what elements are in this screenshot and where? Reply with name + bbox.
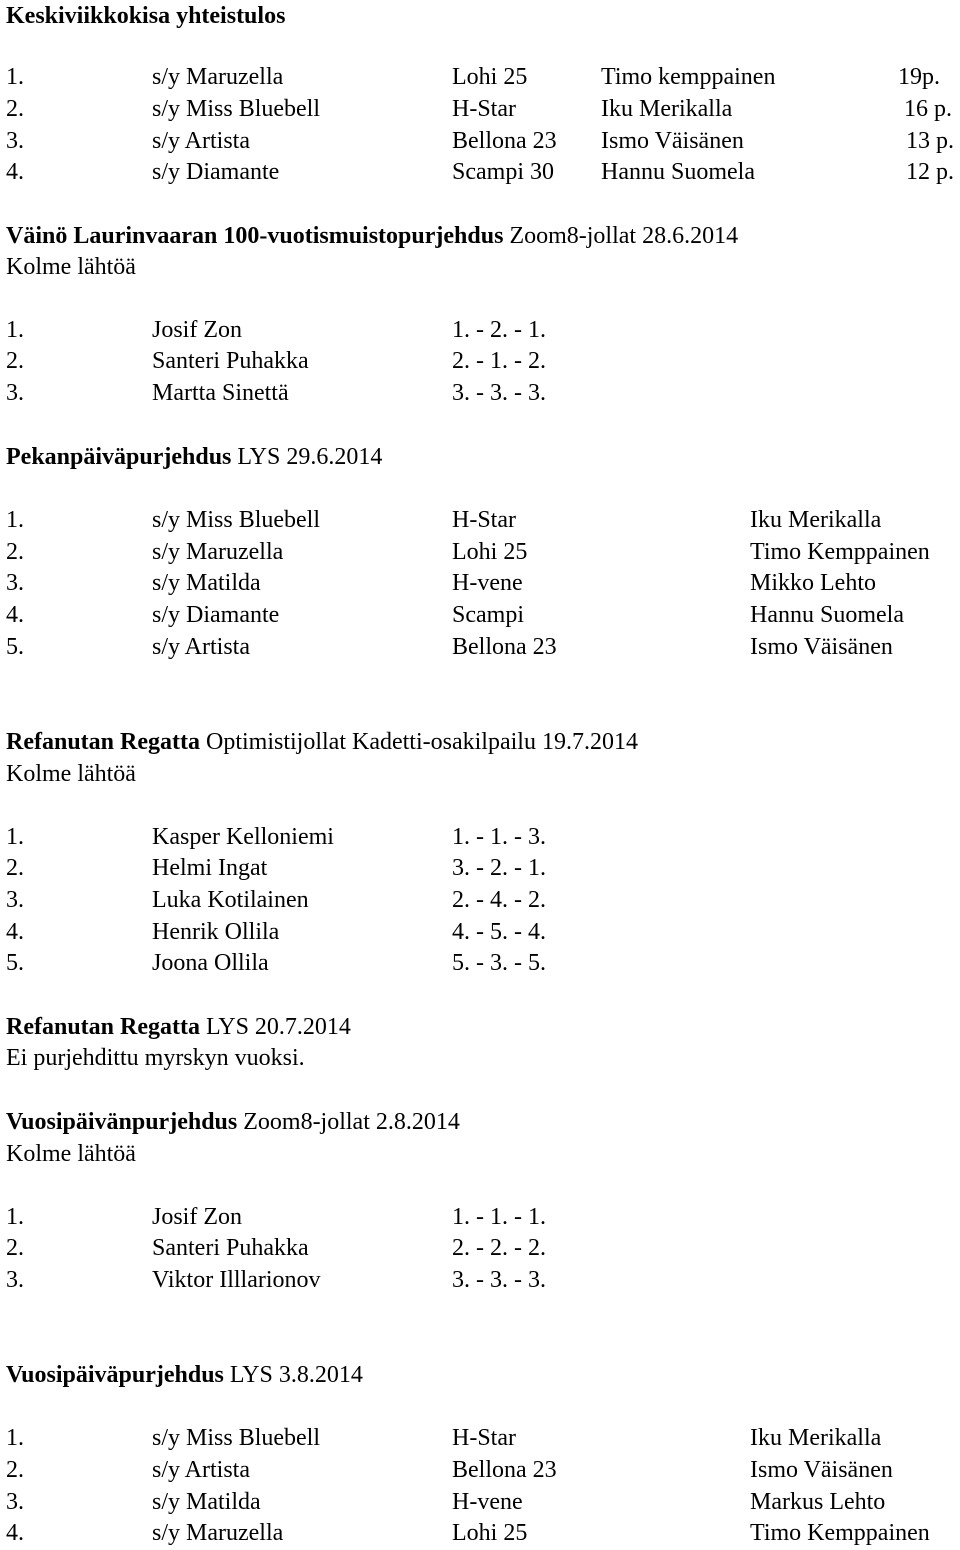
section-subtitle: Kolme lähtöä (6, 1141, 136, 1167)
position: 2. (6, 348, 24, 374)
position: 2. (6, 96, 24, 122)
section-note: Ei purjehdittu myrskyn vuoksi. (6, 1045, 305, 1071)
sailor-name: Santeri Puhakka (152, 1235, 309, 1261)
section-title-bold: Pekanpäiväpurjehdus (6, 444, 232, 470)
result-row (0, 94, 960, 124)
position: 3. (6, 1267, 24, 1293)
sailor-name: Henrik Ollila (152, 919, 280, 945)
result-row (0, 1455, 960, 1485)
section-title-bold: Refanutan Regatta (6, 729, 200, 755)
race-scores: 1. - 2. - 1. (452, 317, 546, 343)
boat-type: Bellona 23 (452, 128, 557, 154)
race-scores: 2. - 1. - 2. (452, 348, 546, 374)
skipper: Hannu Suomela (601, 159, 755, 185)
result-row (0, 157, 960, 187)
position: 4. (6, 159, 24, 185)
position: 3. (6, 128, 24, 154)
position: 1. (6, 1204, 24, 1230)
skipper: Markus Lehto (750, 1489, 886, 1515)
skipper: Timo kemppainen (601, 64, 776, 90)
boat-name: s/y Maruzella (152, 1520, 284, 1546)
result-row (0, 505, 960, 535)
skipper: Ismo Väisänen (750, 634, 893, 660)
boat-type: Bellona 23 (452, 634, 557, 660)
position: 1. (6, 1425, 24, 1451)
section-title-detail: Optimistijollat Kadetti-osakilpailu 19.7.2014 (199, 729, 638, 755)
position: 2. (6, 1235, 24, 1261)
position: 5. (6, 950, 24, 976)
points: 19p. (898, 64, 940, 90)
boat-type: H-vene (452, 570, 523, 596)
sailor-name: Kasper Kelloniemi (152, 824, 334, 850)
result-row (0, 885, 960, 915)
race-scores: 2. - 4. - 2. (452, 887, 546, 913)
result-row (0, 853, 960, 883)
points: 16 p. (904, 96, 952, 122)
boat-name: s/y Miss Bluebell (152, 507, 321, 533)
boat-name: s/y Diamante (152, 159, 280, 185)
race-scores: 3. - 3. - 3. (452, 380, 546, 406)
boat-name: s/y Miss Bluebell (152, 1425, 321, 1451)
boat-type: Lohi 25 (452, 1520, 528, 1546)
position: 1. (6, 824, 24, 850)
sailor-name: Helmi Ingat (152, 855, 268, 881)
race-scores: 2. - 2. - 2. (452, 1235, 546, 1261)
boat-name: s/y Miss Bluebell (152, 96, 321, 122)
section-title-bold: Väinö Laurinvaaran 100-vuotismuistopurjehdus (6, 223, 504, 249)
result-row (0, 315, 960, 345)
result-row (0, 537, 960, 567)
race-scores: 3. - 3. - 3. (452, 1267, 546, 1293)
skipper: Iku Merikalla (750, 1425, 882, 1451)
race-scores: 3. - 2. - 1. (452, 855, 546, 881)
skipper: Iku Merikalla (750, 507, 882, 533)
section-title-keskiviikkokisa: Keskiviikkokisa yhteistulos (6, 3, 286, 29)
result-row (0, 378, 960, 408)
points: 12 p. (906, 159, 954, 185)
result-row (0, 1233, 960, 1263)
skipper: Ismo Väisänen (601, 128, 744, 154)
position: 3. (6, 1489, 24, 1515)
sailor-name: Martta Sinettä (152, 380, 289, 406)
position: 2. (6, 1457, 24, 1483)
boat-name: s/y Matilda (152, 1489, 261, 1515)
boat-type: Scampi 30 (452, 159, 554, 185)
position: 1. (6, 317, 24, 343)
skipper: Mikko Lehto (750, 570, 876, 596)
result-row (0, 1202, 960, 1232)
result-row (0, 632, 960, 662)
section-subtitle: Kolme lähtöä (6, 761, 136, 787)
result-row (0, 1487, 960, 1517)
sailor-name: Joona Ollila (152, 950, 269, 976)
boat-name: s/y Artista (152, 128, 251, 154)
result-row (0, 346, 960, 376)
position: 4. (6, 602, 24, 628)
position: 1. (6, 507, 24, 533)
section-title-refanutan-opti (6, 727, 638, 757)
sailor-name: Josif Zon (152, 1204, 242, 1230)
sailor-name: Viktor Illlarionov (152, 1267, 321, 1293)
sailor-name: Santeri Puhakka (152, 348, 309, 374)
race-scores: 1. - 1. - 3. (452, 824, 546, 850)
result-row (0, 62, 960, 92)
position: 5. (6, 634, 24, 660)
boat-type: H-Star (452, 1425, 516, 1451)
section-title-vuosipaivan-zoom (6, 1107, 460, 1137)
position: 4. (6, 1520, 24, 1546)
section-title-detail: LYS 29.6.2014 (231, 444, 383, 470)
section-title-detail: LYS 20.7.2014 (199, 1014, 351, 1040)
result-row (0, 1423, 960, 1453)
section-title-detail: Zoom8-jollat 2.8.2014 (237, 1109, 460, 1135)
sailor-name: Luka Kotilainen (152, 887, 309, 913)
skipper: Iku Merikalla (601, 96, 733, 122)
race-scores: 5. - 3. - 5. (452, 950, 546, 976)
section-title-detail: LYS 3.8.2014 (223, 1362, 363, 1388)
position: 3. (6, 887, 24, 913)
result-row (0, 1265, 960, 1295)
boat-name: s/y Artista (152, 634, 251, 660)
race-scores: 4. - 5. - 4. (452, 919, 546, 945)
position: 2. (6, 855, 24, 881)
boat-type: Lohi 25 (452, 64, 528, 90)
section-title-bold: Refanutan Regatta (6, 1014, 200, 1040)
section-subtitle: Kolme lähtöä (6, 254, 136, 280)
position: 2. (6, 539, 24, 565)
position: 4. (6, 919, 24, 945)
section-title-bold: Vuosipäiväpurjehdus (6, 1362, 224, 1388)
boat-type: Lohi 25 (452, 539, 528, 565)
race-scores: 1. - 1. - 1. (452, 1204, 546, 1230)
skipper: Ismo Väisänen (750, 1457, 893, 1483)
result-row (0, 822, 960, 852)
position: 1. (6, 64, 24, 90)
boat-type: Scampi (452, 602, 524, 628)
boat-name: s/y Diamante (152, 602, 280, 628)
result-row (0, 568, 960, 598)
boat-type: H-vene (452, 1489, 523, 1515)
section-title-bold: Vuosipäivänpurjehdus (6, 1109, 238, 1135)
position: 3. (6, 380, 24, 406)
result-row (0, 917, 960, 947)
boat-name: s/y Artista (152, 1457, 251, 1483)
skipper: Timo Kemppainen (750, 1520, 930, 1546)
sailor-name: Josif Zon (152, 317, 242, 343)
boat-name: s/y Maruzella (152, 539, 284, 565)
skipper: Hannu Suomela (750, 602, 904, 628)
boat-name: s/y Maruzella (152, 64, 284, 90)
result-row (0, 1518, 960, 1548)
section-title-vuosipaiva-lys (6, 1360, 363, 1390)
result-row (0, 126, 960, 156)
section-title-pekanpaiva (6, 442, 382, 472)
section-title-laurinvaara (6, 221, 738, 251)
section-title-refanutan-lys (6, 1012, 351, 1042)
boat-type: H-Star (452, 96, 516, 122)
boat-type: H-Star (452, 507, 516, 533)
skipper: Timo Kemppainen (750, 539, 930, 565)
points: 13 p. (906, 128, 954, 154)
result-row (0, 600, 960, 630)
boat-type: Bellona 23 (452, 1457, 557, 1483)
boat-name: s/y Matilda (152, 570, 261, 596)
section-title-detail: Zoom8-jollat 28.6.2014 (503, 223, 739, 249)
position: 3. (6, 570, 24, 596)
result-row (0, 948, 960, 978)
